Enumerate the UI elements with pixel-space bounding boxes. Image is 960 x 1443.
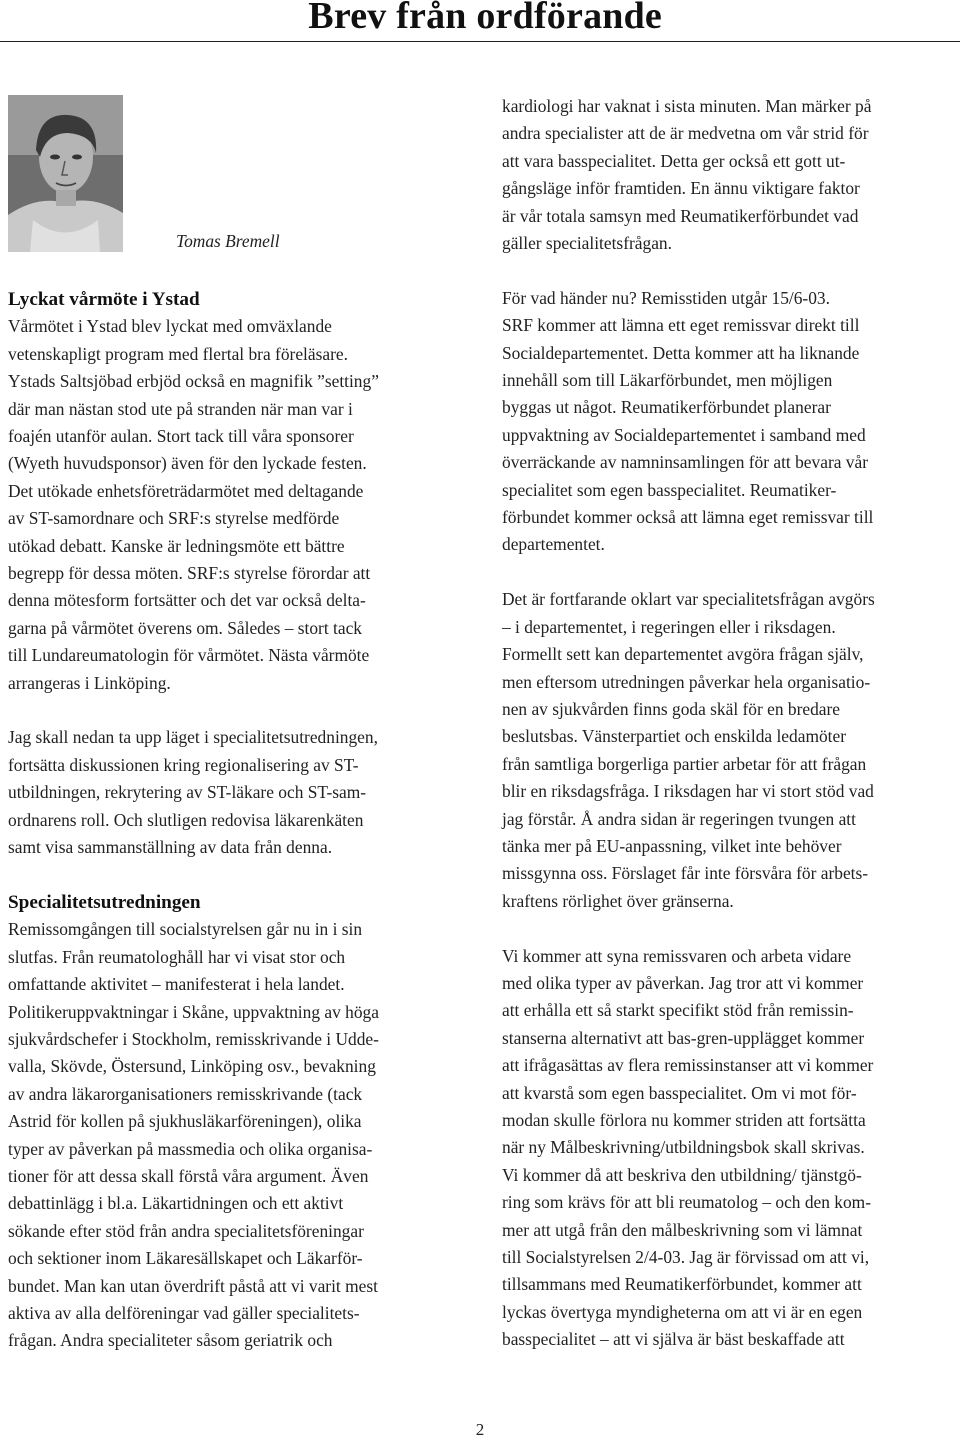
- text-line: tillsammans med Reumatikerförbundet, kommer att: [502, 1274, 862, 1295]
- text-line: debattinlägg i bl.a. Läkartidningen och ett aktivt: [8, 1193, 344, 1214]
- left-column: [8, 286, 468, 1355]
- portrait-image: [8, 95, 123, 252]
- text-line: slutfas. Från reumatologhåll har vi visat stor och: [8, 946, 346, 967]
- page-number: 2: [475, 1420, 485, 1439]
- header-rule: [0, 41, 960, 42]
- right-column: [502, 93, 960, 1354]
- text-line: gångsläge inför framtiden. En ännu viktigare faktor: [502, 178, 860, 199]
- text-line: samt visa sammanställning av data från denna.: [8, 837, 333, 858]
- text-line: där man nästan stod ute på stranden när man var i: [8, 398, 353, 419]
- section-heading: Specialitetsutredningen: [8, 891, 201, 913]
- text-line: basspecialitet – att vi själva är bäst beskaffade att: [502, 1329, 845, 1350]
- text-line: att erhålla ett så starkt specifikt stöd från remissin-: [502, 1000, 854, 1021]
- text-line: denna mötesform fortsätter och det var också delta-: [8, 590, 366, 611]
- text-line: frågan. Andra specialiteter såsom geriatrik och: [8, 1330, 333, 1351]
- text-line: ordnarens roll. Och slutligen redovisa läkarenkäten: [8, 809, 364, 830]
- text-line: innehåll som till Läkarförbundet, men möjligen: [502, 370, 833, 391]
- text-line: sjukvårdschefer i Stockholm, remisskrivande i Udde-: [8, 1028, 379, 1049]
- text-line: Formellt sett kan departementet avgöra frågan själv,: [502, 644, 864, 665]
- text-line: förbundet kommer också att lämna eget remissvar till: [502, 507, 874, 528]
- text-line: lyckas övertyga myndigheterna om att vi är en egen: [502, 1301, 863, 1322]
- text-line: Politikeruppvaktningar i Skåne, uppvaktning av höga: [8, 1001, 379, 1022]
- text-line: kardiologi har vaknat i sista minuten. Man märker på: [502, 96, 872, 116]
- text-line: uppvaktning av Socialdepartementet i samband med: [502, 424, 866, 445]
- paragraph: [8, 916, 468, 1355]
- text-line: byggas ut något. Reumatikerförbundet planerar: [502, 397, 831, 418]
- text-line: tioner för att dessa skall förstå våra argument. Även: [8, 1165, 369, 1186]
- text-line: Astrid för kollen på sjukhusläkarföreningen), olika: [8, 1111, 362, 1132]
- text-line: men eftersom utredningen påverkar hela organisatio-: [502, 671, 871, 692]
- text-line: Jag skall nedan ta upp läget i specialitetsutredningen,: [8, 727, 378, 748]
- text-line: av ST-samordnare och SRF:s styrelse medförde: [8, 508, 340, 529]
- text-line: foajén utanför aulan. Stort tack till våra sponsorer: [8, 426, 354, 447]
- text-line: typer av påverkan på massmedia och olika organisa-: [8, 1138, 373, 1159]
- paragraph: [8, 724, 468, 861]
- text-line: från samtliga borgerliga partier arbetar för att frågan: [502, 753, 867, 774]
- paragraph: [502, 943, 960, 1354]
- section-specialitetsutredningen: [8, 889, 468, 1355]
- text-line: vetenskapligt program med flertal bra föreläsare.: [8, 343, 348, 364]
- text-line: Ystads Saltsjöbad erbjöd också en magnifik ”setting”: [8, 371, 379, 392]
- text-line: av andra läkarorganisationers remisskrivande (tack: [8, 1083, 363, 1104]
- page-title: Brev från ordförande: [308, 0, 662, 37]
- text-line: Det är fortfarande oklart var specialitetsfrågan avgörs: [502, 589, 875, 610]
- paragraph: [502, 586, 960, 915]
- text-line: med olika typer av påverkan. Jag tror att vi kommer: [502, 972, 864, 993]
- text-line: stanserna alternativt att bas-gren-upplägget kommer: [502, 1027, 865, 1048]
- text-line: jag förstår. Å andra sidan är regeringen tvungen att: [502, 808, 856, 829]
- text-line: Vårmötet i Ystad blev lyckat med omväxlande: [8, 316, 332, 337]
- text-line: missgynna oss. Förslaget får inte försvåra för arbets-: [502, 863, 869, 884]
- text-line: att ifrågasättas av flera remissinstanser att vi kommer: [502, 1055, 874, 1076]
- paragraph: [502, 285, 960, 559]
- paragraph: [8, 313, 468, 697]
- text-line: överräckande av namninsamlingen för att bevara vår: [502, 452, 869, 473]
- text-line: aktiva av alla delföreningar vad gäller specialitets-: [8, 1303, 360, 1323]
- text-line: att vara basspecialitet. Detta ger också ett gott ut-: [502, 150, 846, 171]
- text-line: till Lundareumatologin för vårmötet. Nästa vårmöte: [8, 645, 370, 666]
- text-line: – i departementet, i regeringen eller i riksdagen.: [502, 616, 836, 637]
- text-line: Socialdepartementet. Detta kommer att ha liknande: [502, 342, 860, 363]
- author-caption: Tomas Bremell: [176, 231, 280, 251]
- text-line: och sektioner inom Läkaresällskapet och Läkarför-: [8, 1248, 363, 1269]
- text-line: departementet.: [502, 534, 605, 555]
- text-line: ring som krävs för att bli reumatolog – och den kom-: [502, 1192, 871, 1213]
- text-line: till Socialstyrelsen 2/4-03. Jag är förvissad om att vi,: [502, 1247, 870, 1268]
- text-line: omfattande aktivitet – manifesterat i hela landet.: [8, 974, 345, 995]
- text-line: (Wyeth huvudsponsor) även för den lyckade festen.: [8, 453, 367, 474]
- section-intro: [8, 724, 468, 861]
- text-line: arrangeras i Linköping.: [8, 672, 171, 693]
- text-line: sökande efter stöd från andra specialitetsföreningar: [8, 1220, 364, 1241]
- text-line: blir en riksdagsfråga. I riksdagen har vi stort stöd vad: [502, 781, 874, 802]
- text-line: garna på vårmötet överens om. Således – stort tack: [8, 617, 362, 638]
- text-line: att kvarstå som egen basspecialitet. Om vi mot för-: [502, 1082, 857, 1103]
- text-line: beslutsbas. Vänsterpartiet och enskilda ledamöter: [502, 726, 847, 747]
- text-line: begrepp för dessa möten. SRF:s styrelse förordar att: [8, 563, 371, 584]
- text-line: Remissomgången till socialstyrelsen går nu in i sin: [8, 919, 363, 940]
- text-line: För vad händer nu? Remisstiden utgår 15/6-03.: [502, 287, 830, 308]
- text-line: gäller specialitetsfrågan.: [502, 233, 672, 254]
- text-line: Vi kommer att syna remissvaren och arbeta vidare: [502, 945, 852, 966]
- text-line: fortsätta diskussionen kring regionalisering av ST-: [8, 754, 359, 775]
- text-line: andra specialister att de är medvetna om vår strid för: [502, 123, 869, 144]
- text-line: Vi kommer då att beskriva den utbildning/ tjänstgö-: [502, 1164, 862, 1185]
- text-line: modan skulle förlora nu kommer striden att fortsätta: [502, 1109, 866, 1130]
- section-varmote: [8, 286, 468, 697]
- text-line: utökad debatt. Kanske är ledningsmöte ett bättre: [8, 535, 345, 556]
- paragraph: [502, 93, 960, 257]
- text-line: är vår totala samsyn med Reumatikerförbundet vad: [502, 205, 859, 226]
- text-line: SRF kommer att lämna ett eget remissvar direkt till: [502, 315, 860, 336]
- page-header: [0, 0, 960, 40]
- text-line: specialitet som egen basspecialitet. Reumatiker-: [502, 479, 837, 500]
- section-heading: Lyckat vårmöte i Ystad: [8, 289, 200, 310]
- text-line: när ny Målbeskrivning/utbildningsbok skall skrivas.: [502, 1137, 865, 1158]
- author-photo: [8, 95, 123, 252]
- text-line: utbildningen, rekrytering av ST-läkare och ST-sam-: [8, 782, 367, 803]
- text-line: nen av sjukvården finns goda skäl för en bredare: [502, 698, 841, 719]
- text-line: valla, Skövde, Östersund, Linköping osv., bevakning: [8, 1056, 376, 1077]
- text-line: tänka mer på EU-anpassning, vilket inte behöver: [502, 835, 842, 856]
- text-line: Det utökade enhetsföreträdarmötet med deltagande: [8, 480, 364, 501]
- text-line: bundet. Man kan utan överdrift påstå att vi varit mest: [8, 1275, 378, 1296]
- text-line: mer att utgå från den målbeskrivning som vi lämnat: [502, 1219, 863, 1240]
- text-line: kraftens rörlighet över gränserna.: [502, 890, 734, 911]
